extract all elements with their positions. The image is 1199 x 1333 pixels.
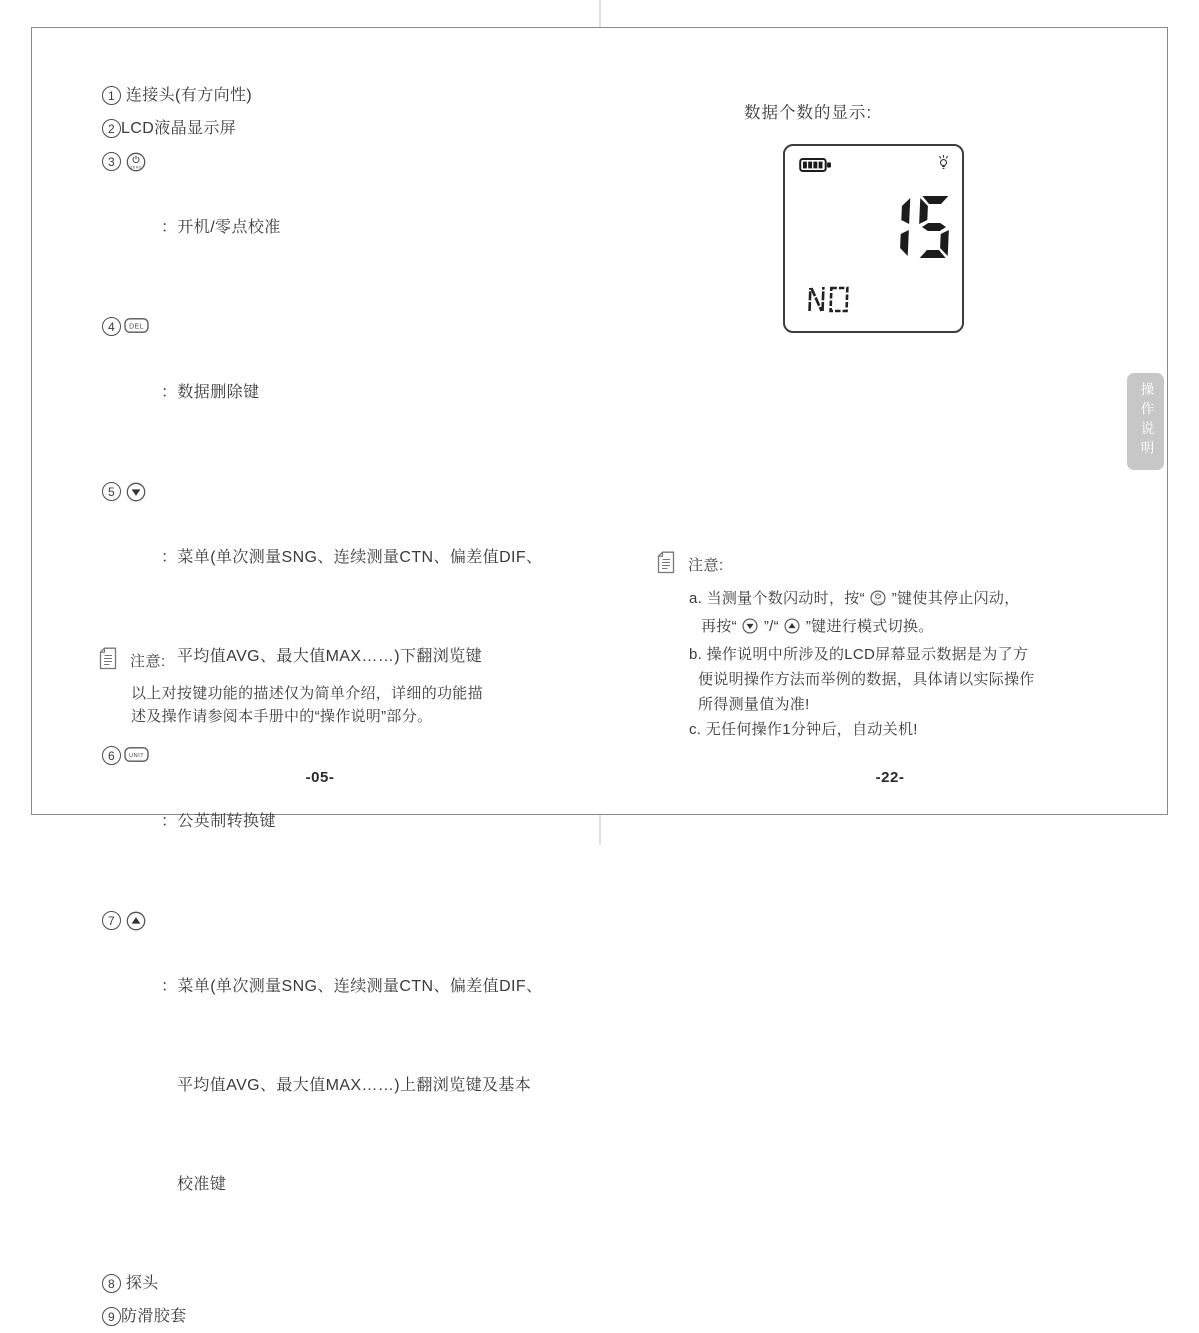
svg-text:ZERO: ZERO [130,165,142,170]
digit-5 [918,196,951,258]
lcd-mode-label [805,281,854,315]
del-key-icon [121,317,151,334]
backlight-bulb-icon [937,154,950,176]
battery-full-icon [799,157,832,178]
digit-1 [900,198,911,256]
document-note-icon [99,647,117,675]
item-text: ：菜单(单次测量SNG、连续测量CTN、偏差值DIF、 平均值AVG、最大值MAX……)上翻浏览键及基本 校准键 [161,978,543,1193]
lcd-display-panel [783,144,964,333]
svg-text:ZERO: ZERO [874,601,883,605]
document-note-icon [657,551,675,579]
circled-number: 7 [102,911,121,930]
tab-label: 操作说明 [1138,382,1154,460]
item-text: LCD液晶显示屏 [121,120,237,137]
unit-key-icon [121,746,151,763]
note-line-b1: b. 操作说明中所涉及的LCD屏幕显示数据是为了方 [689,646,1029,663]
power-zero-key-icon [121,152,151,172]
page-divider-bottom [599,815,601,845]
circled-number: 2 [102,119,121,138]
down-arrow-key-icon [121,482,151,502]
down-arrow-key-icon [742,617,758,642]
note-body: 以上对按键功能的描述仅为简单介绍，详细的功能描 述及操作请参阅本手册中的“操作说明”部分。 [131,685,483,725]
up-arrow-key-icon [121,911,151,931]
circled-number: 4 [102,317,121,336]
left-page-note [99,645,579,728]
item-text: 防滑胶套 [121,1308,187,1325]
item-text: 连接头(有方向性) [121,87,253,104]
page-number-left: -05- [305,769,335,786]
circled-number: 1 [102,86,121,105]
svg-text:UNIT: UNIT [128,752,144,759]
list-item-grip [102,1300,592,1333]
circled-number: 6 [102,746,121,765]
page-number-right: -22- [875,769,905,786]
right-page-note [657,549,1135,742]
circled-number: 9 [102,1307,121,1326]
note-line-c: c. 无任何操作1分钟后，自动关机! [689,721,918,738]
list-item-del [102,310,592,475]
item-text: ：数据删除键 [161,384,260,401]
page-divider-top [599,0,601,27]
note-line-b3: 所得测量值为准! [698,696,810,713]
list-item-up-arrow [102,904,592,1267]
up-arrow-key-icon [784,617,800,642]
item-text: ：公英制转换键 [161,813,276,830]
note-line-a2: 再按“ ”/“ ”键进行模式切换。 [689,614,1135,642]
note-line-a1: a. 当测量个数闪动时，按“ ZERO ”键使其停止闪动， [689,586,1135,614]
item-text: 探头 [121,1275,159,1292]
circled-number: 8 [102,1274,121,1293]
note-body [689,586,1135,742]
circled-number: 3 [102,152,121,171]
note-title: 注意: [688,557,724,574]
list-item-unit [102,739,592,904]
note-title: 注意: [130,653,166,670]
item-text: ：开机/零点校准 [161,219,281,236]
list-item-lcd [102,112,592,145]
svg-text:DEL: DEL [128,323,144,331]
section-tab-operation-instructions [1127,373,1164,470]
power-zero-key-icon [870,589,886,614]
section-title: 数据个数的显示: [744,104,873,122]
list-item-power-zero [102,145,592,310]
note-line-b2: 便说明操作方法而举例的数据，具体请以实际操作 [698,671,1035,688]
list-item-probe [102,1267,592,1300]
list-item-connector [102,79,592,112]
item-text: ：菜单(单次测量SNG、连续测量CTN、偏差值DIF、 平均值AVG、最大值MAX……)下翻浏览键 [161,549,543,665]
circled-number: 5 [102,482,121,501]
lcd-count-value [876,193,953,261]
